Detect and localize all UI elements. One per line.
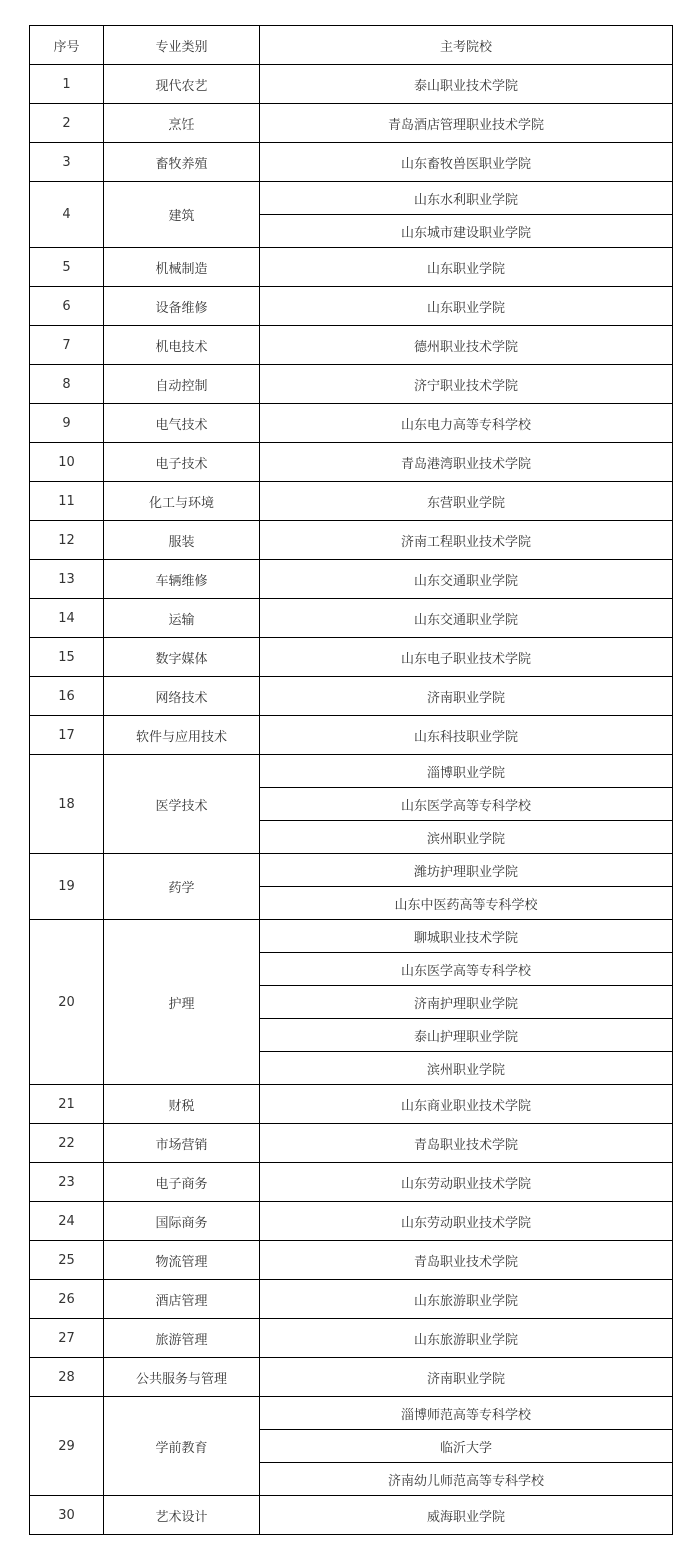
major-category: 服装 xyxy=(104,521,260,560)
row-number: 1 xyxy=(30,65,104,104)
major-category: 医学技术 xyxy=(104,755,260,854)
major-category: 机电技术 xyxy=(104,326,260,365)
table-row xyxy=(30,920,673,953)
row-number: 21 xyxy=(30,1085,104,1124)
exam-school: 淄博职业学院 xyxy=(260,755,673,788)
major-category: 学前教育 xyxy=(104,1397,260,1496)
exam-school: 泰山护理职业学院 xyxy=(260,1019,673,1052)
table-row xyxy=(30,443,673,482)
table-row xyxy=(30,1397,673,1430)
exam-school: 淄博师范高等专科学校 xyxy=(260,1397,673,1430)
table-row xyxy=(30,755,673,788)
table-row xyxy=(30,716,673,755)
exam-school: 山东劳动职业技术学院 xyxy=(260,1163,673,1202)
major-category: 市场营销 xyxy=(104,1124,260,1163)
row-number: 10 xyxy=(30,443,104,482)
major-category: 现代农艺 xyxy=(104,65,260,104)
table-row xyxy=(30,287,673,326)
table-row xyxy=(30,560,673,599)
table-row xyxy=(30,1319,673,1358)
table-row xyxy=(30,1280,673,1319)
row-number: 16 xyxy=(30,677,104,716)
exam-school: 临沂大学 xyxy=(260,1430,673,1463)
row-number: 3 xyxy=(30,143,104,182)
major-category: 国际商务 xyxy=(104,1202,260,1241)
row-number: 12 xyxy=(30,521,104,560)
exam-school: 青岛酒店管理职业技术学院 xyxy=(260,104,673,143)
table-row xyxy=(30,1496,673,1535)
major-exam-table xyxy=(29,25,673,1535)
table-header-row xyxy=(30,26,673,65)
exam-school: 山东职业学院 xyxy=(260,248,673,287)
row-number: 24 xyxy=(30,1202,104,1241)
major-category: 运输 xyxy=(104,599,260,638)
row-number: 15 xyxy=(30,638,104,677)
major-category: 自动控制 xyxy=(104,365,260,404)
major-category: 机械制造 xyxy=(104,248,260,287)
major-category: 建筑 xyxy=(104,182,260,248)
exam-school: 滨州职业学院 xyxy=(260,821,673,854)
exam-school: 聊城职业技术学院 xyxy=(260,920,673,953)
exam-school: 泰山职业技术学院 xyxy=(260,65,673,104)
row-number: 23 xyxy=(30,1163,104,1202)
exam-school: 山东中医药高等专科学校 xyxy=(260,887,673,920)
table-row xyxy=(30,1241,673,1280)
row-number: 9 xyxy=(30,404,104,443)
exam-school: 东营职业学院 xyxy=(260,482,673,521)
row-number: 14 xyxy=(30,599,104,638)
major-category: 艺术设计 xyxy=(104,1496,260,1535)
major-category: 酒店管理 xyxy=(104,1280,260,1319)
exam-school: 山东电力高等专科学校 xyxy=(260,404,673,443)
exam-school: 山东商业职业技术学院 xyxy=(260,1085,673,1124)
exam-school: 山东水利职业学院 xyxy=(260,182,673,215)
major-category: 设备维修 xyxy=(104,287,260,326)
row-number: 19 xyxy=(30,854,104,920)
table-row xyxy=(30,1358,673,1397)
major-category: 软件与应用技术 xyxy=(104,716,260,755)
exam-school: 济南职业学院 xyxy=(260,677,673,716)
exam-school: 山东交通职业学院 xyxy=(260,560,673,599)
table-row xyxy=(30,104,673,143)
exam-school: 山东旅游职业学院 xyxy=(260,1280,673,1319)
table-row xyxy=(30,182,673,215)
row-number: 18 xyxy=(30,755,104,854)
row-number: 30 xyxy=(30,1496,104,1535)
exam-school: 济南护理职业学院 xyxy=(260,986,673,1019)
table-row xyxy=(30,326,673,365)
table-row xyxy=(30,248,673,287)
major-category: 电子商务 xyxy=(104,1163,260,1202)
exam-school: 济南幼儿师范高等专科学校 xyxy=(260,1463,673,1496)
exam-school: 济南工程职业技术学院 xyxy=(260,521,673,560)
major-category: 电气技术 xyxy=(104,404,260,443)
row-number: 25 xyxy=(30,1241,104,1280)
table-row xyxy=(30,677,673,716)
major-category: 烹饪 xyxy=(104,104,260,143)
table-row xyxy=(30,521,673,560)
major-category: 数字媒体 xyxy=(104,638,260,677)
major-category: 化工与环境 xyxy=(104,482,260,521)
major-category: 车辆维修 xyxy=(104,560,260,599)
table-container xyxy=(29,25,673,1535)
table-row xyxy=(30,482,673,521)
major-category: 电子技术 xyxy=(104,443,260,482)
major-category: 护理 xyxy=(104,920,260,1085)
header-category: 专业类别 xyxy=(104,26,260,65)
exam-school: 青岛职业技术学院 xyxy=(260,1124,673,1163)
row-number: 27 xyxy=(30,1319,104,1358)
exam-school: 山东劳动职业技术学院 xyxy=(260,1202,673,1241)
exam-school: 济宁职业技术学院 xyxy=(260,365,673,404)
exam-school: 山东城市建设职业学院 xyxy=(260,215,673,248)
major-category: 财税 xyxy=(104,1085,260,1124)
row-number: 28 xyxy=(30,1358,104,1397)
table-row xyxy=(30,404,673,443)
table-row xyxy=(30,65,673,104)
table-row xyxy=(30,1124,673,1163)
exam-school: 潍坊护理职业学院 xyxy=(260,854,673,887)
major-category: 畜牧养殖 xyxy=(104,143,260,182)
exam-school: 山东交通职业学院 xyxy=(260,599,673,638)
exam-school: 青岛港湾职业技术学院 xyxy=(260,443,673,482)
major-category: 药学 xyxy=(104,854,260,920)
row-number: 5 xyxy=(30,248,104,287)
exam-school: 青岛职业技术学院 xyxy=(260,1241,673,1280)
row-number: 29 xyxy=(30,1397,104,1496)
row-number: 6 xyxy=(30,287,104,326)
row-number: 8 xyxy=(30,365,104,404)
exam-school: 山东畜牧兽医职业学院 xyxy=(260,143,673,182)
table-row xyxy=(30,1085,673,1124)
major-category: 物流管理 xyxy=(104,1241,260,1280)
exam-school: 山东电子职业技术学院 xyxy=(260,638,673,677)
header-school: 主考院校 xyxy=(260,26,673,65)
table-row xyxy=(30,638,673,677)
exam-school: 山东职业学院 xyxy=(260,287,673,326)
exam-school: 山东医学高等专科学校 xyxy=(260,953,673,986)
exam-school: 山东旅游职业学院 xyxy=(260,1319,673,1358)
row-number: 20 xyxy=(30,920,104,1085)
exam-school: 山东科技职业学院 xyxy=(260,716,673,755)
header-number: 序号 xyxy=(30,26,104,65)
exam-school: 济南职业学院 xyxy=(260,1358,673,1397)
table-body xyxy=(30,65,673,1535)
exam-school: 德州职业技术学院 xyxy=(260,326,673,365)
exam-school: 滨州职业学院 xyxy=(260,1052,673,1085)
row-number: 22 xyxy=(30,1124,104,1163)
major-category: 公共服务与管理 xyxy=(104,1358,260,1397)
major-category: 旅游管理 xyxy=(104,1319,260,1358)
row-number: 7 xyxy=(30,326,104,365)
table-row xyxy=(30,599,673,638)
table-row xyxy=(30,143,673,182)
row-number: 13 xyxy=(30,560,104,599)
row-number: 26 xyxy=(30,1280,104,1319)
exam-school: 山东医学高等专科学校 xyxy=(260,788,673,821)
exam-school: 威海职业学院 xyxy=(260,1496,673,1535)
table-row xyxy=(30,1202,673,1241)
table-row xyxy=(30,854,673,887)
row-number: 2 xyxy=(30,104,104,143)
row-number: 4 xyxy=(30,182,104,248)
row-number: 11 xyxy=(30,482,104,521)
row-number: 17 xyxy=(30,716,104,755)
table-row xyxy=(30,1163,673,1202)
major-category: 网络技术 xyxy=(104,677,260,716)
table-row xyxy=(30,365,673,404)
